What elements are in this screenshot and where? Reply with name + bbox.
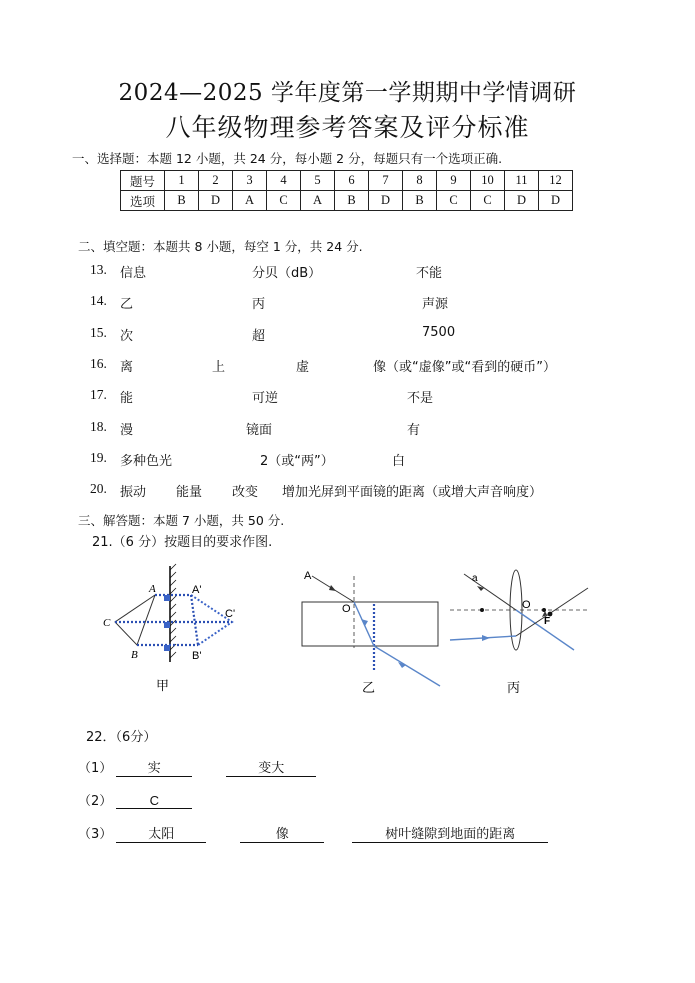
table-cell-number: 2: [199, 171, 233, 191]
figure-yi-caption: 乙: [362, 681, 376, 696]
table-cell-answer: B: [335, 191, 369, 211]
q22-part3-answer-c: 树叶缝隙到地面的距离: [352, 827, 548, 843]
answer-blank-3: 不是: [407, 391, 434, 407]
answer-blank-1: 次: [120, 328, 134, 344]
label-b: B: [131, 649, 138, 661]
answer-blank-1: 离: [120, 359, 134, 375]
fill-in-item: [0, 481, 695, 499]
question-21-heading: 21.（6 分）按题目的要求作图.: [92, 535, 273, 550]
table-cell-number: 10: [471, 171, 505, 191]
label-c-prime: C': [225, 608, 236, 620]
table-cell-number: 4: [267, 171, 301, 191]
q22-part1-label: （1）: [78, 761, 113, 776]
label-a-prime: A': [192, 584, 202, 596]
q22-part2: [78, 790, 192, 809]
table-cell-answer: D: [199, 191, 233, 211]
fill-in-item: [0, 387, 695, 405]
answer-blank-3: 虚: [296, 359, 310, 375]
table-cell-answer: D: [539, 191, 573, 211]
table-cell-answer: B: [165, 191, 199, 211]
answer-blank-2: 超: [252, 328, 266, 344]
fill-in-item: [0, 325, 695, 343]
answer-blank-1: 振动: [120, 485, 147, 501]
label-c: C: [103, 617, 111, 629]
label-a: A: [304, 570, 312, 582]
answer-blank-2: 镜面: [246, 422, 273, 438]
table-cell-number: 6: [335, 171, 369, 191]
table-cell-number: 9: [437, 171, 471, 191]
answer-blank-2: 上: [212, 359, 226, 375]
table-cell-number: 1: [165, 171, 199, 191]
fill-in-item: [0, 262, 695, 280]
item-number: 17.: [90, 387, 107, 403]
answer-table: [120, 170, 573, 211]
answer-blank-3: 有: [407, 422, 421, 438]
table-cell-number: 7: [369, 171, 403, 191]
table-cell-answer: C: [471, 191, 505, 211]
figure-bing-caption: 丙: [507, 681, 521, 696]
q22-part3-answer-a: 太阳: [116, 827, 206, 843]
answer-blank-1: 能: [120, 391, 134, 407]
question-22-heading: 22．（6分）: [86, 730, 157, 745]
fill-in-item: [0, 293, 695, 311]
table-cell-answer: A: [233, 191, 267, 211]
fill-in-item: [0, 450, 695, 468]
section2-heading: 二、填空题：本题共 8 小题，每空 1 分，共 24 分.: [78, 239, 363, 254]
page-title: 2024—2025 学年度第一学期期中学情调研: [118, 80, 577, 106]
table-cell-number: 3: [233, 171, 267, 191]
answer-blank-2: 分贝（dB）: [252, 266, 322, 281]
item-number: 18.: [90, 418, 107, 434]
table-row-label: 题号: [121, 171, 165, 191]
item-number: 19.: [90, 449, 107, 465]
label-f: F: [544, 616, 551, 627]
table-cell-answer: A: [301, 191, 335, 211]
label-b-prime: B': [192, 650, 202, 662]
label-o: O: [342, 603, 351, 615]
figure-bing: [446, 566, 594, 696]
answer-blank-1: 多种色光: [120, 453, 173, 469]
table-cell-number: 5: [301, 171, 335, 191]
answer-blank-4: 像（或“虚像”或“看到的硬币”）: [373, 359, 556, 375]
table-cell-answer: C: [437, 191, 471, 211]
answer-blank-2: 可逆: [252, 391, 279, 407]
answer-blank-2: 能量: [176, 485, 203, 501]
table-cell-number: 8: [403, 171, 437, 191]
item-number: 20.: [90, 481, 107, 497]
answer-blank-2: 丙: [252, 297, 266, 313]
item-number: 15.: [90, 324, 107, 340]
label-o: O: [522, 599, 531, 611]
fill-in-item: [0, 356, 695, 374]
item-number: 16.: [90, 355, 107, 371]
answer-blank-2: 2（或“两”）: [260, 453, 334, 469]
q22-part3-label: （3）: [78, 827, 113, 842]
q22-part1-answer-a: 实: [116, 761, 192, 777]
table-cell-answer: D: [505, 191, 539, 211]
label-a: A: [149, 583, 156, 595]
table-cell-answer: D: [369, 191, 403, 211]
answer-blank-3: 改变: [232, 485, 259, 501]
q22-part3-answer-b: 像: [240, 827, 324, 843]
answer-blank-1: 乙: [120, 297, 134, 313]
q22-part2-answer-a: C: [116, 793, 192, 809]
section1-heading: 一、选择题：本题 12 小题，共 24 分，每小题 2 分，每题只有一个选项正确.: [72, 151, 503, 166]
page-subtitle: 八年级物理参考答案及评分标准: [165, 113, 530, 142]
answer-blank-1: 漫: [120, 422, 134, 438]
figure-yi: [298, 566, 448, 696]
q22-part3: [78, 823, 548, 843]
answer-blank-3: 白: [392, 453, 406, 469]
figure-jia: [95, 562, 255, 694]
q22-part1: [78, 757, 316, 777]
figure-jia-caption: 甲: [156, 679, 170, 694]
table-cell-answer: B: [403, 191, 437, 211]
item-number: 14.: [90, 293, 107, 309]
item-number: 13.: [90, 262, 107, 277]
q22-part1-answer-b: 变大: [226, 761, 316, 777]
answer-blank-3: 7500: [422, 324, 456, 340]
answer-blank-3: 声源: [422, 297, 449, 313]
table-cell-number: 11: [505, 171, 539, 191]
label-a: a: [472, 573, 478, 584]
answer-blank-1: 信息: [120, 266, 147, 281]
table-row-label: 选项: [121, 191, 165, 211]
section3-heading: 三、解答题：本题 7 小题，共 50 分.: [78, 513, 285, 528]
answer-blank-3: 不能: [416, 266, 443, 281]
table-cell-number: 12: [539, 171, 573, 191]
table-cell-answer: C: [267, 191, 301, 211]
answer-blank-4: 增加光屏到平面镜的距离（或增大声音响度）: [282, 485, 543, 501]
fill-in-item: [0, 419, 695, 437]
q22-part2-label: （2）: [78, 794, 113, 809]
